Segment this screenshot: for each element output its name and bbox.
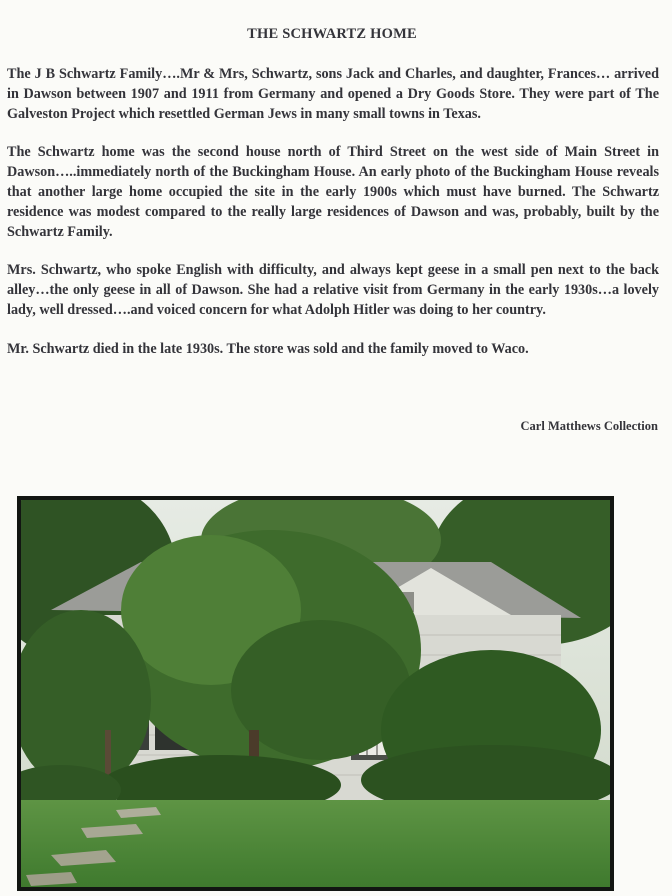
- document-body: [7, 65, 659, 379]
- paragraph-family: The J B Schwartz Family….Mr & Mrs, Schwartz, sons Jack and Charles, and daughter, Frances… arrived in Dawson between 1907 and 1911 from Germany and opened a Dry Goods Store. They were part of The Galveston Project which resettled German Jews in many small towns in Texas.: [7, 66, 659, 122]
- collection-credit: Carl Matthews Collection: [520, 419, 658, 433]
- photo-frame: [17, 496, 614, 891]
- page-title: THE SCHWARTZ HOME: [247, 26, 417, 42]
- paragraph-closing: Mr. Schwartz died in the late 1930s. The store was sold and the family moved to Waco.: [7, 340, 529, 357]
- paragraph-home: The Schwartz home was the second house north of Third Street on the west side of Main Street in Dawson…..immediately north of the Buckingham House. An early photo of the Buckingham House reveals that another large home occupied the site in the early 1900s which must have burned. The Schwartz residence was modest compared to the really large residences of Dawson and was, probably, built by the Schwartz Family.: [7, 144, 659, 240]
- paragraph-mrs-schwartz: Mrs. Schwartz, who spoke English with difficulty, and always kept geese in a small pen next to the back alley…the only geese in all of Dawson. She had a relative visit from Germany in the early 1930s…a lovely lady, well dressed….and voiced concern for what Adolph Hitler was doing to her country.: [7, 262, 659, 318]
- house-photo: [21, 500, 610, 887]
